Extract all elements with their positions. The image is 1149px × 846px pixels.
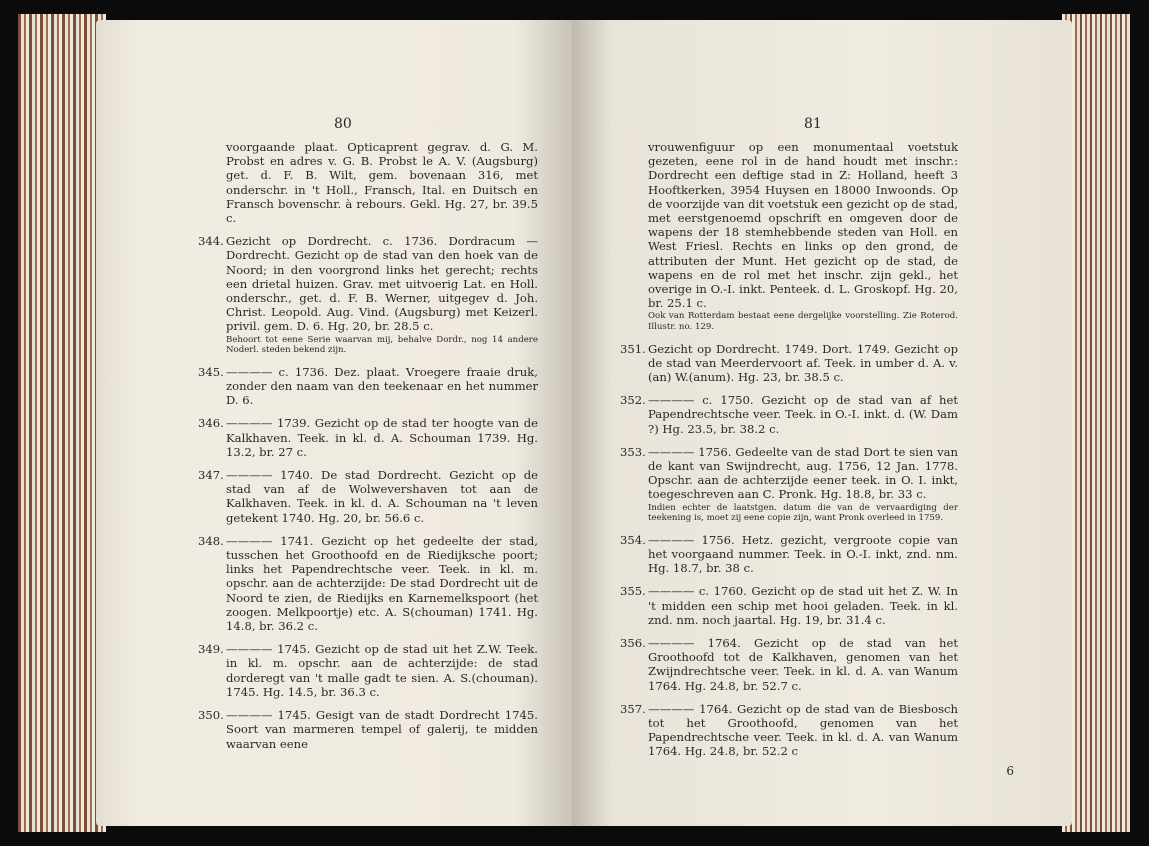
entry-footnote: Indien echter de laatstgen. datum die van de vervaardiging der teekening is, moet zij eene copie zijn, want Pronk overleed in 1759. (648, 502, 958, 524)
catalog-entry (198, 234, 538, 356)
entry-footnote: Ook van Rotterdam bestaat eene dergelijke voorstelling. Zie Roterod. Illustr. no. 129. (648, 311, 958, 333)
entry-text: ———— 1740. De stad Dordrecht. Gezicht op de stad van af de Wolwevershaven tot aan de Kalkhaven. Teek. in kl. d. A. Schouman na 't leven getekent 1740. Hg. 20, br. 56.6 c. (226, 468, 538, 525)
left-page (96, 20, 572, 826)
entry-footnote: Behoort tot eene Serie waarvan mij, behalve Dordr., nog 14 andere Noderl. steden bekend zijn. (226, 334, 538, 356)
catalog-entry (620, 584, 958, 627)
catalog-entry (620, 393, 958, 436)
catalog-entry (198, 364, 538, 408)
entry-text: ———— c. 1760. Gezicht op de stad uit het Z. W. In 't midden een schip met hooi geladen. Teek. in kl. znd. nm. noch jaartal. Hg. 19, br. 31.4 c. (648, 584, 958, 627)
entry-text: ———— 1741. Gezicht op het gedeelte der stad, tusschen het Groothoofd en de Riedijksche poort; links het Papendrechtsche veer. Teek. in kl. m. opschr. aan de achterzijde: De stad Dordrecht uit de Noord te zien, de Riedijks en Karnemelkspoort (het zoogen. Melkpoortje) etc. A. S(chouman) 1741. Hg. 14.8, br. 36.2 c. (226, 533, 538, 634)
entry-text: ———— c. 1750. Gezicht op de stad van af het Papendrechtsche veer. Teek. in O.-I. inkt. d. (W. Dam ?) Hg. 23.5, br. 38.2 c. (648, 393, 958, 436)
left-text-column (198, 140, 538, 760)
catalog-entry (198, 708, 538, 751)
entry-number: 356. (620, 636, 646, 651)
catalog-entry (198, 533, 538, 634)
continued-entry-text: vrouwenfiguur op een monumentaal voetstuk gezeten, eene rol in de hand houdt met inschr.: Dordrecht een deftige stad in Z: Holland, heeft 3 Hooftkerken, 3954 Huysen en 18000 Inwoonds. Op de voorzijde van dit voetstuk een gezicht op de stad, met eerstgenoemd opschrift en omgeven door de wapens der 18 stemhebbende steden van Holl. en West Friesl. Rechts en links op den grond, de attributen der Munt. Het gezicht op de stad, de wapens en de rol met het inschr. zijn gekl., het overige in O.-I. inkt. Penteek. d. L. Groskopf. Hg. 20, br. 25.1 c. Ook van Rotterdam bestaat eene dergelijke voorstelling. Zie Roterod. Illustr. no. 129. (648, 140, 958, 333)
entry-text: ———— 1756. Gedeelte van de stad Dort te sien van de kant van Swijndrecht, aug. 1756, 12 Jan. 1778. Opschr. aan de achterzijde eener teek. in O. I. inkt, toegeschreven aan C. Pronk. Hg. 18.8, br. 33 c. (648, 444, 958, 502)
entry-text: ———— 1745. Gezicht op de stad uit het Z.W. Teek. in kl. m. opschr. aan de achterzijde: de stad dorderegt van 't malle gadt te sien. A. S.(chouman). 1745. Hg. 14.5, br. 36.3 c. (226, 642, 538, 699)
catalog-entry (620, 532, 958, 576)
entry-number: 352. (620, 393, 646, 408)
entry-number: 345. (198, 364, 224, 379)
entry-text: ———— 1745. Gesigt van de stadt Dordrecht 1745. Soort van marmeren tempel of galerij, te midden waarvan eene (226, 708, 538, 751)
catalog-entry (198, 642, 538, 699)
right-page (572, 20, 1072, 826)
entry-number: 357. (620, 701, 646, 716)
entry-number: 350. (198, 708, 224, 723)
entry-number: 351. (620, 341, 646, 356)
entry-number: 355. (620, 584, 646, 599)
entry-text: ———— c. 1736. Dez. plaat. Vroegere fraaie druk, zonder den naam van den teekenaar en het nummer D. 6. (226, 364, 538, 408)
entry-number: 354. (620, 532, 646, 547)
catalog-entry (620, 444, 958, 524)
entry-text: ———— 1739. Gezicht op de stad ter hoogte van de Kalkhaven. Teek. in kl. d. A. Schouman 1739. Hg. 13.2, br. 27 c. (226, 416, 538, 459)
catalog-entry (198, 416, 538, 459)
catalog-entry (620, 636, 958, 693)
page-number: 81 (804, 116, 822, 132)
entry-text: ———— 1756. Hetz. gezicht, vergroote copie van het voorgaand nummer. Teek. in O.-I. inkt, znd. nm. Hg. 18.7, br. 38 c. (648, 532, 958, 576)
entry-text: ———— 1764. Gezicht op de stad van de Biesbosch tot het Groothoofd, genomen van het Papendrechtsche veer. Teek. in kl. d. A. van Wanum 1764. Hg. 24.8, br. 52.2 c (648, 701, 958, 759)
continued-entry-text: voorgaande plaat. Opticaprent gegrav. d. G. M. Probst en adres v. G. B. Probst le A. V. (Augsburg) get. d. F. B. Wilt, gem. bovenaan 316, met onderschr. in 't Holl., Fransch, Ital. en Duitsch en Fransch bovenschr. à rebours. Gekl. Hg. 27, br. 39.5 c. (226, 140, 538, 226)
right-page-stack (1062, 14, 1130, 832)
right-text-column (620, 140, 958, 768)
catalog-entry (620, 341, 958, 385)
left-page-stack (18, 14, 106, 832)
entry-text: ———— 1764. Gezicht op de stad van het Groothoofd tot de Kalkhaven, genomen van het Zwijndrechtsche veer. Teek. in kl. d. A. van Wanum 1764. Hg. 24.8, br. 52.7 c. (648, 636, 958, 693)
catalog-entry (198, 468, 538, 525)
entry-number: 353. (620, 444, 646, 459)
signature-mark: 6 (1006, 764, 1014, 778)
entry-text: Gezicht op Dordrecht. 1749. Dort. 1749. Gezicht op de stad van Meerdervoort af. Teek. in umber d. A. v.(an) W.(anum). Hg. 23, br. 38.5 c. (648, 341, 958, 385)
entry-number: 349. (198, 642, 224, 657)
entry-number: 346. (198, 416, 224, 431)
entry-number: 344. (198, 234, 224, 249)
entry-text: Gezicht op Dordrecht. c. 1736. Dordracum — Dordrecht. Gezicht op de stad van den hoek van de Noord; in den voorgrond links het gerecht; rechts een drietal huizen. Grav. met uitvoerig Lat. en Holl. onderschr., get. d. F. B. Werner, uitgegev d. Joh. Christ. Leopold. Aug. Vind. (Augsburg) met Keizerl. privil. gem. D. 6. Hg. 20, br. 28.5 c. (226, 234, 538, 334)
entry-number: 347. (198, 468, 224, 483)
catalog-entry (620, 701, 958, 759)
page-number: 80 (334, 116, 352, 132)
entry-number: 348. (198, 533, 224, 548)
